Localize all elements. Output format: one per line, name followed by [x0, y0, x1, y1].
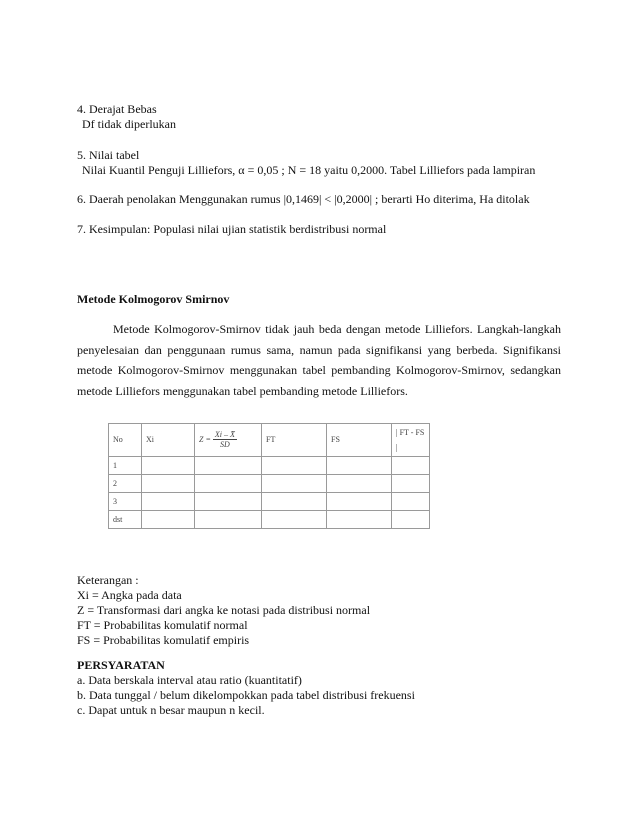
col-header-diff: | FT - FS |	[392, 424, 430, 457]
row-number: 1	[109, 456, 142, 474]
persyaratan-heading: PERSYARATAN	[77, 658, 165, 672]
step-5-title: 5. Nilai tabel	[77, 148, 140, 162]
col-header-fs: FS	[327, 424, 392, 457]
keterangan-line: Xi = Angka pada data	[77, 588, 182, 602]
row-number: 3	[109, 492, 142, 510]
row-number: 2	[109, 474, 142, 492]
step-6: 6. Daerah penolakan Menggunakan rumus |0,1469| < |0,2000| ; berarti Ho diterima, Ha ditolak	[77, 192, 530, 206]
keterangan-line: FT = Probabilitas komulatif normal	[77, 618, 248, 632]
ks-paragraph-text: Metode Kolmogorov-Smirnov tidak jauh beda dengan metode Lilliefors. Langkah-langkah penyelesaian dan penggunaan rumus sama, namun pada signifikansi yang berbeda. Signifikansi metode Kolmogorov-Smirnov menggunakan tabel pembanding Kolmogorov-Smirnov, sedangkan metode Lilliefors menggunakan tabel pembanding metode Lilliefors.	[77, 322, 561, 398]
step-4-title: 4. Derajat Bebas	[77, 102, 157, 116]
col-header-ft: FT	[262, 424, 327, 457]
ks-paragraph	[77, 319, 561, 401]
table-header-row	[109, 424, 430, 457]
col-header-xi: Xi	[142, 424, 195, 457]
row-number: dst	[109, 510, 142, 528]
table-row	[109, 492, 430, 510]
step-4-body: Df tidak diperlukan	[82, 117, 176, 131]
z-numerator: Xi – X̄	[214, 430, 235, 440]
step-5-body: Nilai Kuantil Penguji Lilliefors, α = 0,05 ; N = 18 yaitu 0,2000. Tabel Lilliefors pada lampiran	[82, 163, 536, 177]
section-heading-ks: Metode Kolmogorov Smirnov	[77, 292, 230, 306]
ks-table	[108, 423, 430, 529]
table-row	[109, 474, 430, 492]
z-denominator: SD	[219, 440, 230, 450]
persyaratan-line: c. Dapat untuk n besar maupun n kecil.	[77, 703, 265, 717]
col-header-z	[195, 424, 262, 457]
keterangan-line: FS = Probabilitas komulatif empiris	[77, 633, 250, 647]
table-row	[109, 456, 430, 474]
persyaratan-line: a. Data berskala interval atau ratio (kuantitatif)	[77, 673, 302, 687]
step-7: 7. Kesimpulan: Populasi nilai ujian statistik berdistribusi normal	[77, 222, 387, 236]
persyaratan-line: b. Data tunggal / belum dikelompokkan pada tabel distribusi frekuensi	[77, 688, 415, 702]
keterangan-title: Keterangan :	[77, 573, 139, 587]
col-header-no: No	[109, 424, 142, 457]
keterangan-line: Z = Transformasi dari angka ke notasi pada distribusi normal	[77, 603, 371, 617]
z-formula	[213, 430, 237, 449]
z-label: Z =	[199, 435, 211, 445]
table-row	[109, 510, 430, 528]
